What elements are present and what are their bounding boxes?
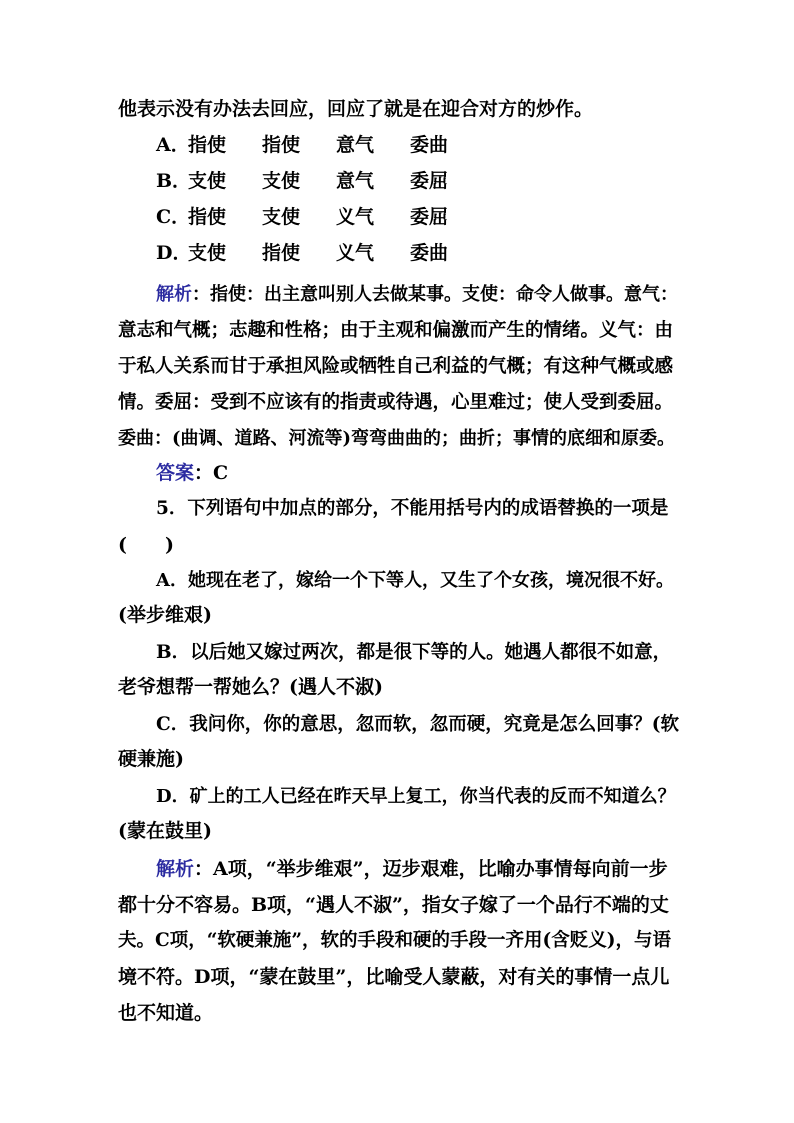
answer-value: ：C <box>194 462 229 484</box>
q5-option-a-line-1[interactable]: A．她现在老了，嫁给一个下等人，又生了个女孩，境况很不好。 <box>156 570 674 591</box>
option-letter: D． <box>156 242 192 264</box>
option-word-1: 支使 <box>188 242 227 264</box>
q4-stem-tail: 他表示没有办法去回应，回应了就是在迎合对方的炒作。 <box>118 98 594 120</box>
q5-option-b-line-1[interactable]: B．以后她又嫁过两次，都是很下等的人。她遇人都很不如意， <box>156 642 672 663</box>
q5-analysis-line-3: 夫。C项，“软硬兼施”，软的手段和硬的手段一齐用(含贬义)，与语 <box>118 930 672 951</box>
option-word-1: 指使 <box>188 206 227 228</box>
q5-analysis-line-5: 也不知道。 <box>118 1002 214 1024</box>
q5-option-c-line-2: 硬兼施) <box>118 748 184 770</box>
analysis-text: ：指使：出主意叫别人去做某事。支使：命令人做事。意气： <box>192 284 678 305</box>
analysis-text: ：A项，“举步维艰”，迈步艰难，比喻办事情每向前一步 <box>194 858 668 880</box>
option-word-4: 委屈 <box>410 170 449 192</box>
q4-analysis-line-3: 于私人关系而甘于承担风险或牺牲自己利益的气概；有这种气概或感 <box>118 356 674 377</box>
option-word-1: 指使 <box>188 134 227 156</box>
option-word-2: 指使 <box>262 242 301 264</box>
q4-analysis-line-2: 意志和气概；志趣和性格；由于主观和偏激而产生的情绪。义气：由 <box>118 320 674 341</box>
q5-option-a-line-2: (举步维艰) <box>118 604 212 626</box>
q4-analysis-line-4: 情。委屈：受到不应该有的指责或待遇，心里难过；使人受到委屈。 <box>118 392 674 413</box>
q5-option-b-line-2: 老爷想帮一帮她么？(遇人不淑) <box>118 676 383 698</box>
q5-option-c-line-1[interactable]: C．我问你，你的意思，忽而软，忽而硬，究竟是怎么回事？(软 <box>156 714 679 735</box>
option-word-2: 指使 <box>262 134 301 156</box>
option-word-1: 支使 <box>188 170 227 192</box>
q5-option-d-line-2: (蒙在鼓里) <box>118 820 212 842</box>
q4-analysis-line-1 <box>156 282 680 308</box>
analysis-label: 解析 <box>156 284 192 305</box>
q5-stem-line-1: 5．下列语句中加点的部分，不能用括号内的成语替换的一项是 <box>156 498 669 519</box>
option-word-3: 意气 <box>336 134 375 156</box>
option-word-4: 委曲 <box>410 134 449 156</box>
option-word-3: 意气 <box>336 170 375 192</box>
q4-analysis-line-5: 委曲：(曲调、道路、河流等)弯弯曲曲的；曲折；事情的底细和原委。 <box>118 428 676 449</box>
q5-analysis-line-4: 境不符。D项，“蒙在鼓里”，比喻受人蒙蔽，对有关的事情一点儿 <box>118 966 670 988</box>
option-word-3: 义气 <box>336 206 375 228</box>
option-word-4: 委曲 <box>410 242 449 264</box>
option-word-2: 支使 <box>262 170 301 192</box>
q5-answer-blank: ( ) <box>118 534 174 556</box>
option-word-2: 支使 <box>262 206 301 228</box>
q5-option-d-line-1[interactable]: D．矿上的工人已经在昨天早上复工，你当代表的反而不知道么？ <box>156 786 676 807</box>
option-word-4: 委屈 <box>410 206 449 228</box>
option-word-3: 义气 <box>336 242 375 264</box>
answer-label: 答案 <box>156 462 195 484</box>
option-letter: B． <box>156 170 192 192</box>
option-letter: C． <box>156 206 191 228</box>
q5-analysis-line-1 <box>156 856 680 882</box>
option-letter: A． <box>156 134 190 156</box>
q4-answer <box>156 460 680 486</box>
q5-analysis-line-2: 都十分不容易。B项，“遇人不淑”，指女子嫁了一个品行不端的丈 <box>118 894 669 916</box>
analysis-label: 解析 <box>156 858 195 880</box>
